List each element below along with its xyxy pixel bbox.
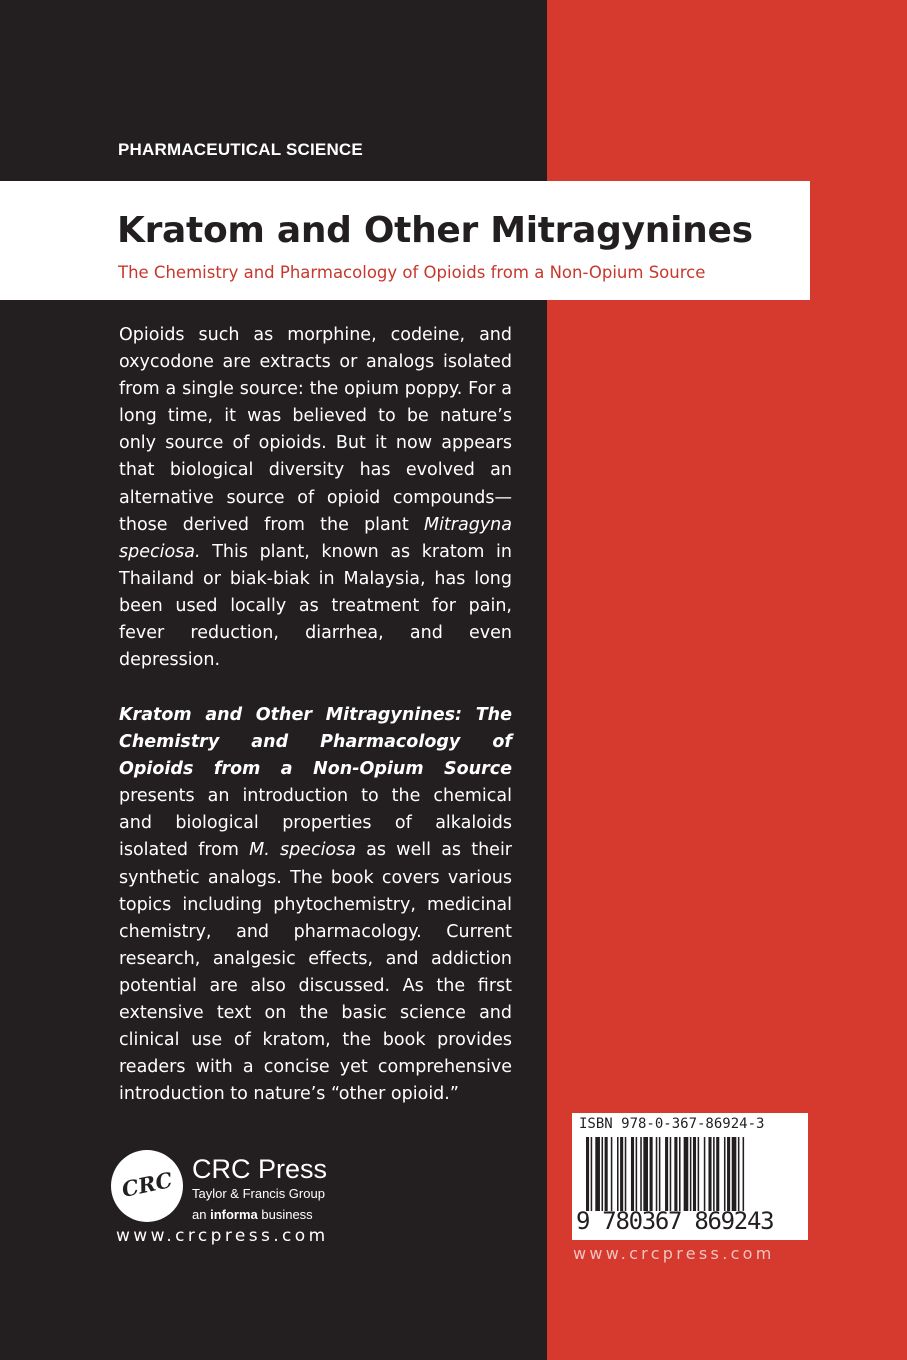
barcode-bar xyxy=(679,1137,681,1211)
barcode-bar xyxy=(611,1137,613,1211)
barcode-bar xyxy=(643,1137,648,1211)
barcode-bar xyxy=(727,1137,730,1211)
barcode-bar xyxy=(605,1137,608,1211)
crc-logo xyxy=(111,1150,183,1222)
publisher-url-left: www.crcpress.com xyxy=(116,1226,329,1246)
publisher-informa xyxy=(192,1207,313,1222)
barcode-bar xyxy=(636,1137,638,1211)
barcode-bar xyxy=(665,1137,668,1211)
barcode-bar xyxy=(732,1137,737,1211)
barcode-bar xyxy=(713,1137,715,1211)
barcode-bar xyxy=(640,1137,642,1211)
barcode-bar xyxy=(659,1137,661,1211)
publisher-name: CRC Press xyxy=(192,1154,328,1184)
barcode-bar xyxy=(698,1137,700,1211)
p1-text-b: This plant, known as kratom in Thailand or biak-biak in Malaysia, has long been used locally as treatment for pain, fever reduction, diarrhea, and even depression. xyxy=(119,541,512,671)
barcode-bar xyxy=(724,1137,726,1211)
barcode-bar xyxy=(693,1137,696,1211)
barcode-bar xyxy=(620,1137,623,1211)
informa-suffix: business xyxy=(257,1207,313,1222)
barcode-bar xyxy=(631,1137,634,1211)
barcode-bar xyxy=(704,1137,706,1211)
description-paragraph-1 xyxy=(119,322,512,674)
barcode-bars xyxy=(586,1137,801,1211)
barcode-bar xyxy=(591,1137,593,1211)
p2-species: M. speciosa xyxy=(249,840,356,861)
barcode-bar xyxy=(595,1137,600,1211)
barcode-bar xyxy=(650,1137,653,1211)
informa-prefix: an xyxy=(192,1207,211,1222)
p1-species: Mitragyna speciosa. xyxy=(119,514,512,562)
description-paragraph-2 xyxy=(119,702,512,1108)
barcode-bar xyxy=(625,1137,627,1211)
crc-logo-text: CRC xyxy=(119,1166,175,1203)
barcode-box xyxy=(572,1113,808,1240)
p2-text-a: presents an introduction to the chemical and biological properties of alkaloids isolated from xyxy=(119,786,512,861)
barcode-bar xyxy=(708,1137,711,1211)
barcode-bar xyxy=(617,1137,619,1211)
publisher-group: Taylor & Francis Group xyxy=(192,1186,325,1201)
barcode-bar xyxy=(690,1137,692,1211)
barcode-digits: 9 780367 869243 xyxy=(576,1207,774,1235)
p1-text-a: Opioids such as morphine, codeine, and oxycodone are extracts or analogs isolated from a single source: the opium poppy. For a long time, it was believed to be nature’s only source of opioids. But it now appears that biological diversity has evolved an alternative source of opioid compounds—those derived from the plant xyxy=(119,325,512,535)
barcode-bar xyxy=(586,1137,589,1211)
isbn-label: ISBN 978-0-367-86924-3 xyxy=(579,1116,765,1132)
series-label: PHARMACEUTICAL SCIENCE xyxy=(118,140,363,159)
barcode-bar xyxy=(716,1137,719,1211)
barcode-bar xyxy=(670,1137,672,1211)
barcode-bar xyxy=(674,1137,677,1211)
book-title: Kratom and Other Mitragynines xyxy=(117,210,753,251)
barcode-bar xyxy=(684,1137,689,1211)
p2-text-b: as well as their synthetic analogs. The book covers various topics including phytochemistry, medicinal chemistry, and pharmacology. Current research, analgesic effects, and addiction potential are also discussed. As the first extensive text on the basic science and clinical use of kratom, the book provides readers with a concise yet comprehensive introduction to nature’s “other opioid.” xyxy=(119,840,512,1105)
barcode-bar xyxy=(656,1137,658,1211)
p2-book-title: Kratom and Other Mitragynines: The Chemistry and Pharmacology of Opioids from a Non-Opium Source xyxy=(119,705,512,780)
barcode-bar xyxy=(743,1137,745,1211)
publisher-url-right: www.crcpress.com xyxy=(573,1244,775,1263)
informa-bold: informa xyxy=(210,1207,258,1222)
barcode-bar xyxy=(738,1137,740,1211)
barcode-bar xyxy=(602,1137,604,1211)
book-subtitle: The Chemistry and Pharmacology of Opioids from a Non-Opium Source xyxy=(118,263,706,282)
